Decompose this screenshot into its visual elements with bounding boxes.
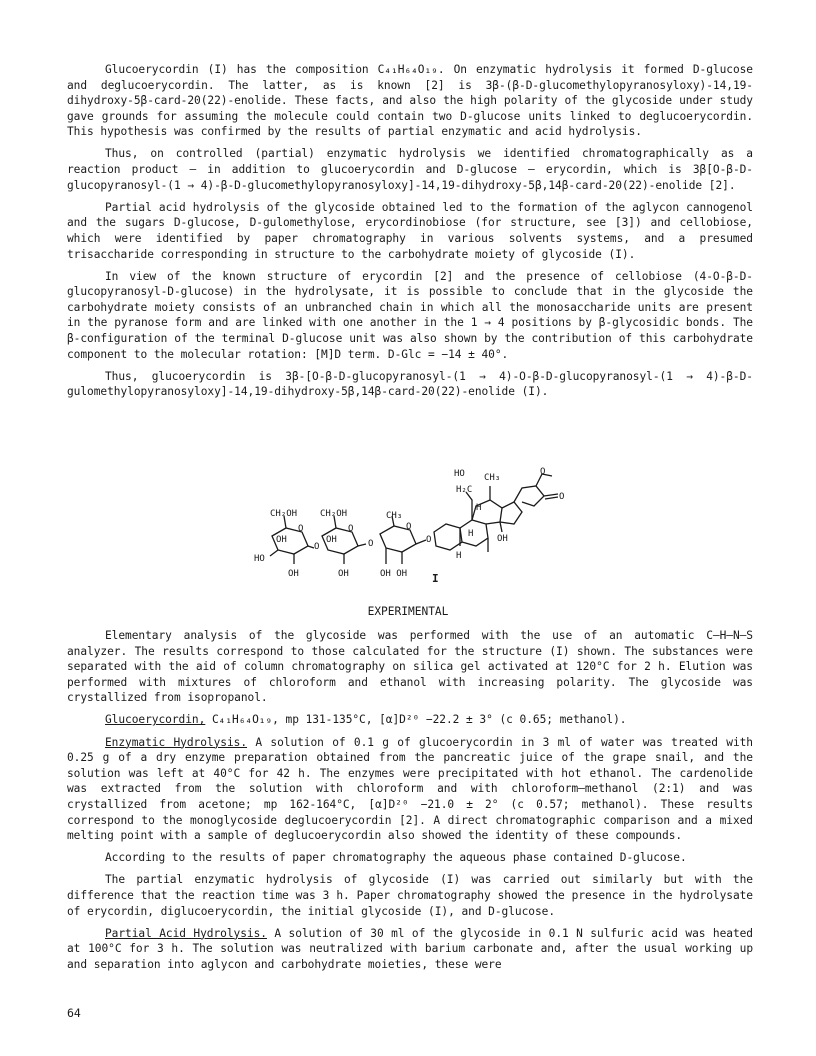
- top-hydroxyl-label: HO: [454, 469, 465, 479]
- intro-paragraph-2: Thus, on controlled (partial) enzymatic hydrolysis we identified chromatographically as a reaction product — in addition to glucoerycordin and D-glucose — erycordin, which is 3β[O-β-D-glucopyranosyl-(1 → 4)-β-D-glucomethylopyranosyloxy]-14,19-dihydroxy-5β,14β-card-20(22)-enolide [2].: [67, 147, 753, 192]
- intro-section: [67, 62, 753, 400]
- angular-methyl-label: CH₃: [484, 473, 501, 483]
- intro-paragraph-4: In view of the known structure of erycordin [2] and the presence of cellobiose (4-O-β-D-glucopyranosyl-D-glucose) in the hydrolysate, it is possible to conclude that in the glycoside the carbohydrate moiety consists of an unbranched chain in which all the monosaccharide units are present in the pyranose form and are linked with one another in the 1 → 4 positions by β-glycosidic bonds. The β-configuration of the terminal D-glucose unit was also shown by the contribution of this carbohydrate component to the molecular rotation: [M]D term. D-Glc = −14 ± 40°.: [67, 269, 753, 361]
- glucoerycordin-data-text: C₄₁H₆₄O₁₉, mp 131-135°C, [α]D²⁰ −22.2 ± 3° (c 0.65; methanol).: [205, 713, 627, 727]
- partial-acid-hydrolysis-paragraph: [67, 926, 753, 973]
- ch3-sugar-label: CH₃: [386, 511, 403, 521]
- ring-oxygen-3: O: [406, 522, 412, 532]
- glycosidic-oxygen-2: O: [368, 539, 374, 549]
- intro-paragraph-1: Glucoerycordin (I) has the composition C₄₁H₆₄O₁₉. On enzymatic hydrolysis it formed D-glucose and deglucoerycordin. The latter, as is known [2] is 3β-(β-D-glucomethylopyranosyloxy)-14,19-dihydroxy-5β-card-20(22)-enolide. These facts, and also the high polarity of the glycoside under study gave grounds for assuming the molecule could contain two D-glucose units linked to deglucoerycordin. This hypothesis was confirmed by the results of partial enzymatic and acid hydrolysis.: [67, 63, 753, 139]
- glucoerycordin-structure-diagram: [250, 436, 580, 586]
- hydrogen-label-a: H: [476, 503, 482, 513]
- enzymatic-hydrolysis-text: A solution of 0.1 g of glucoerycordin in 3 ml of water was treated with 0.25 g of a dry enzyme preparation obtained from the pancreatic juice of the grape snail, and the solution was left at 40°C for 42 h. The enzymes were precipitated with hot ethanol. The cardenolide was extracted from the solution with chloroform and with chloroform–methanol (2:1) and was crystallized from acetone; mp 162-164°C, [α]D²⁰ −21.0 ± 2° (c 0.57; methanol). These results correspond to the monoglycoside deglucoerycordin [2]. A direct chromatographic comparison and a mixed melting point with a sample of deglucoerycordin also showed the identity of these compounds.: [67, 735, 753, 843]
- intro-paragraph-5: Thus, glucoerycordin is 3β-[O-β-D-glucopyranosyl-(1 → 4)-O-β-D-glucopyranosyl-(1 → 4)-β-D-gulomethylopyranosyloxy]-14,19-dihydroxy-5β,14β-card-20(22)-enolide (I).: [67, 369, 753, 399]
- bottom-hydroxyl-3: OH OH: [380, 569, 408, 579]
- experimental-paragraph-5: The partial enzymatic hydrolysis of glycoside (I) was carried out similarly but with the difference that the reaction time was 3 h. Paper chromatography showed the presence in the hydrolysate of erycordin, diglucoerycordin, the initial glycoside (I), and D-glucose.: [67, 873, 753, 918]
- ch2oh-label-2: CH₂OH: [320, 509, 348, 519]
- experimental-heading: EXPERIMENTAL: [367, 605, 449, 618]
- ch2oh-label-1: CH₂OH: [270, 509, 298, 519]
- page-number: 64: [67, 1006, 81, 1020]
- hydrogen-label-b: H: [468, 529, 474, 539]
- hydroxyl-left-label: HO: [254, 554, 265, 564]
- compound-label: I: [432, 572, 439, 585]
- ring-oxygen-1: O: [298, 524, 304, 534]
- glucoerycordin-data-paragraph: [67, 712, 753, 728]
- ring-oxygen-2: O: [348, 524, 354, 534]
- experimental-paragraph-1: Elementary analysis of the glycoside was performed with the use of an automatic C–H–N–S analyzer. The results correspond to those calculated for the structure (I) shown. The substances were separated with the aid of column chromatography on silica gel activated at 120°C for 2 h. Elution was performed with mixtures of chloroform and ethanol with increasing polarity. The glycoside was crystallized from isopropanol.: [67, 629, 753, 705]
- methylene-label: H₂C: [456, 485, 473, 495]
- experimental-paragraph-4: According to the results of paper chromatography the aqueous phase contained D-glucose.: [105, 851, 687, 865]
- experimental-section: [67, 628, 753, 972]
- glycosidic-oxygen-3: O: [426, 535, 432, 545]
- bottom-hydroxyl-1: OH: [288, 569, 299, 579]
- glycosidic-oxygen-1: O: [314, 542, 320, 552]
- ring-hydroxyl-2: OH: [326, 535, 337, 545]
- lactone-oxygen-label: O: [540, 467, 546, 477]
- intro-paragraph-3: Partial acid hydrolysis of the glycoside obtained led to the formation of the aglycon cannogenol and the sugars D-glucose, D-gulomethylose, erycordinobiose (for structure, see [3]) and cellobiose, which were identified by paper chromatography in various solvents systems, and a presumed trisaccharide corresponding in structure to the carbohydrate moiety of glycoside (I).: [67, 200, 753, 261]
- c14-hydroxyl-label: OH: [497, 534, 508, 544]
- ring-hydroxyl-1: OH: [276, 535, 287, 545]
- enzymatic-hydrolysis-title: Enzymatic Hydrolysis.: [105, 735, 248, 749]
- bottom-hydroxyl-2: OH: [338, 569, 349, 579]
- enzymatic-hydrolysis-paragraph: [67, 735, 753, 844]
- hydrogen-label-c: H: [456, 551, 462, 561]
- carbonyl-oxygen-label: O: [559, 492, 565, 502]
- partial-acid-hydrolysis-text: A solution of 30 ml of the glycoside in 0.1 N sulfuric acid was heated at 100°C for 3 h. The solution was neutralized with barium carbonate and, after the usual working up and separation into aglycon and carbohydrate moieties, these were: [67, 926, 753, 971]
- glucoerycordin-run-in-title: Glucoerycordin,: [105, 713, 206, 727]
- partial-acid-hydrolysis-title: Partial Acid Hydrolysis.: [105, 926, 267, 940]
